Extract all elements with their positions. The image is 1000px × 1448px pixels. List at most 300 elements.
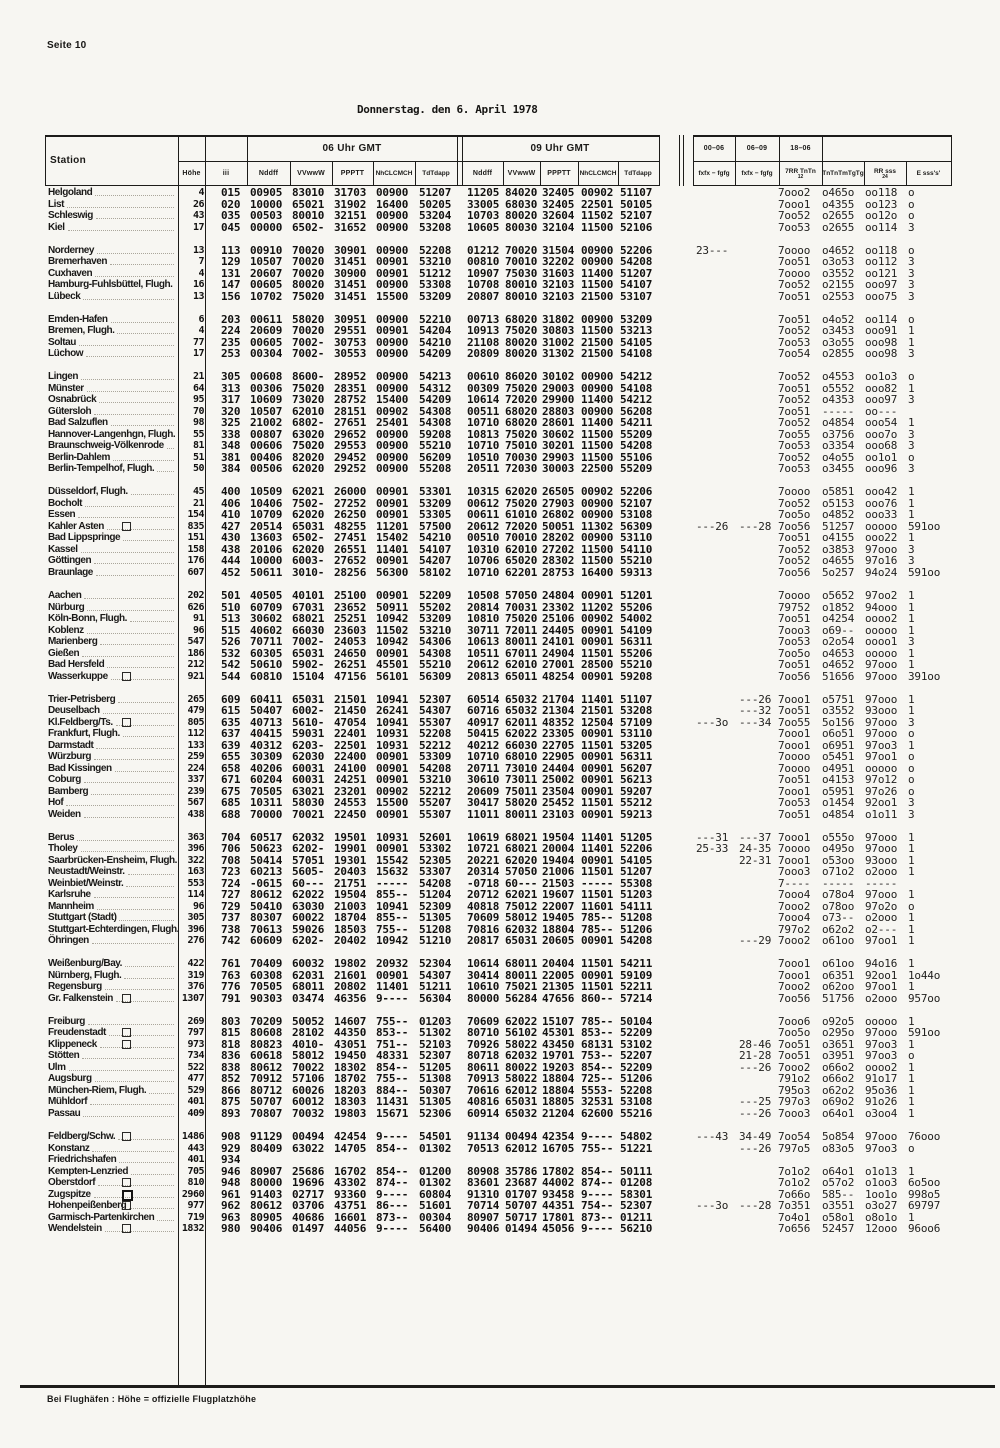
temps-tntntmtgtg: o4653 [822, 646, 855, 660]
group-7rrtntn: 7o351 [778, 1199, 811, 1212]
station-name: Cuxhaven [48, 267, 93, 279]
obs09-vvwww: 62022 [505, 1014, 538, 1028]
obs09-vvwww: 56284 [505, 991, 538, 1005]
station-elevation: 70 [192, 405, 204, 417]
station-elevation: 98 [192, 417, 204, 429]
obs06-vvwww: 62020 [292, 462, 325, 476]
obs09-nddff: 10913 [467, 324, 500, 338]
obs06-nddff: 40602 [250, 623, 283, 637]
obs06-nddff: 40312 [250, 738, 283, 752]
station-number: 934 [221, 1153, 241, 1166]
wind-extreme-0609: ---28 [739, 1199, 772, 1212]
obs09-tdtd: 59313 [620, 565, 653, 579]
obs09-clouds: 21501 [581, 704, 614, 718]
obs09-ppptt: 21006 [542, 865, 575, 879]
obs06-vvwww: 75020 [292, 439, 325, 453]
obs06-tdtd: 52208 [419, 727, 452, 741]
obs09-nddff: 20314 [467, 865, 500, 879]
station-name: Göttingen [48, 555, 92, 567]
temps-tntntmtgtg: o4355 [822, 197, 855, 211]
obs06-nddff: 21002 [250, 416, 283, 430]
station-elevation: 322 [187, 854, 204, 866]
dotted-leader [126, 885, 174, 887]
obs06-tdtd: 55202 [419, 600, 452, 614]
obs09-vvwww: 68011 [505, 957, 538, 971]
station-name: Kiel [48, 221, 65, 233]
header-tdtd-06: TdTdapp [422, 169, 450, 177]
obs06-clouds: 755-- [376, 1072, 409, 1086]
obs06-clouds: 11201 [376, 519, 409, 533]
station-name: Koblenz [48, 624, 84, 636]
temps-tntntmtgtg: 5o156 [822, 715, 855, 729]
obs09-tdtd: 52206 [620, 842, 653, 856]
precip-rr-sss: 94o24 [865, 565, 898, 579]
group-7rrtntn: 7oo51 [778, 807, 811, 821]
obs06-tdtd: 52208 [419, 243, 452, 257]
obs06-tdtd: 54210 [419, 531, 452, 545]
station-row [0, 222, 1000, 234]
obs06-vvwww: 62022 [292, 888, 325, 902]
station-row [0, 1108, 1000, 1120]
obs06-tdtd: 53302 [419, 842, 452, 856]
page-title: Donnerstag. den 6. April 1978 [357, 103, 538, 116]
obs06-vvwww: 57106 [292, 1072, 325, 1086]
station-name: Freudenstadt [48, 1027, 106, 1039]
station-name: Stuttgart-Echterdingen, Flugh. [48, 923, 179, 935]
station-number: 704 [221, 830, 241, 844]
precip-rr-sss: 97oo3 [865, 1037, 898, 1051]
precip-rr-sss: ooooo [865, 1014, 898, 1028]
dotted-leader [84, 816, 174, 818]
obs06-tdtd: 55210 [419, 439, 452, 453]
dotted-leader [92, 942, 174, 944]
group-7rrtntn: 7oo51 [778, 312, 811, 326]
obs06-clouds: 00900 [376, 220, 409, 234]
dotted-leader [111, 424, 174, 426]
obs06-nddff: 40206 [250, 761, 283, 775]
precip-rr-sss: o2--- [865, 922, 898, 936]
obs06-nddff: 50407 [250, 704, 283, 718]
header-station: Station [50, 154, 86, 166]
obs06-ppptt: 29452 [334, 450, 367, 464]
obs09-nddff: 83601 [467, 1176, 500, 1189]
precip-rr-sss: 97ooo [865, 658, 898, 671]
obs09-clouds: 16400 [581, 565, 614, 579]
dotted-leader [83, 1115, 174, 1117]
temps-tntntmtgtg: o6951 [822, 738, 855, 752]
group-7rrtntn: 7o656 [778, 1222, 811, 1235]
temps-tntntmtgtg: ----- [822, 404, 855, 418]
obs09-tdtd: 54802 [620, 1130, 653, 1143]
station-elevation: 13 [192, 290, 204, 302]
state-e-sss: 957oo [908, 991, 941, 1005]
obs09-vvwww: 68010 [505, 750, 538, 764]
dotted-leader [157, 470, 174, 472]
obs09-tdtd: 56311 [620, 635, 653, 648]
wind-extreme-0006: 25-33 [696, 842, 729, 856]
obs06-ppptt: 44350 [334, 1026, 367, 1040]
obs06-tdtd: 52305 [419, 853, 452, 867]
obs06-clouds: 00900 [376, 381, 409, 395]
obs09-clouds: 874-- [581, 1176, 614, 1189]
obs06-ppptt: 30901 [334, 243, 367, 257]
state-e-sss: 1 [908, 865, 915, 879]
obs09-vvwww: 75012 [505, 899, 538, 913]
obs06-tdtd: 55208 [419, 462, 452, 476]
obs09-ppptt: 16705 [542, 1141, 575, 1155]
temps-tntntmtgtg: o4655 [822, 554, 855, 568]
temps-tntntmtgtg: o1852 [822, 600, 855, 614]
state-e-sss: 3 [908, 439, 915, 453]
obs06-tdtd: 53209 [419, 289, 452, 303]
temps-tntntmtgtg: o64o1 [822, 1164, 855, 1178]
obs09-vvwww: 75020 [505, 496, 538, 510]
precip-rr-sss: 97ooo [865, 669, 898, 683]
obs09-nddff: 20221 [467, 853, 500, 867]
obs09-tdtd: 54107 [620, 278, 653, 292]
station-number: 406 [221, 496, 241, 510]
station-number: 637 [221, 727, 241, 741]
state-e-sss: 1 [908, 692, 915, 706]
station-number: 515 [221, 623, 241, 637]
obs09-vvwww: 01707 [505, 1187, 538, 1201]
obs06-tdtd: 55307 [419, 715, 452, 729]
obs09-nddff: 10710 [467, 750, 500, 764]
station-number: 544 [221, 669, 241, 683]
wind-extreme-0609: ---26 [739, 1106, 772, 1120]
obs09-ppptt: 31302 [542, 347, 575, 361]
station-number: 156 [221, 289, 241, 303]
obs09-vvwww: 00494 [505, 1130, 538, 1143]
obs09-vvwww: 70010 [505, 255, 538, 269]
obs06-tdtd: 54208 [419, 876, 452, 890]
dotted-leader [67, 206, 174, 208]
group-7rrtntn: 7oo52 [778, 278, 811, 292]
obs06-clouds: 00900 [376, 450, 409, 464]
station-row [0, 935, 1000, 947]
station-number: 818 [221, 1037, 241, 1051]
obs06-ppptt: 31451 [334, 278, 367, 292]
obs09-clouds: 11502 [581, 209, 614, 222]
station-row [0, 463, 1000, 475]
obs06-clouds: 15542 [376, 853, 409, 867]
obs09-ppptt: 24101 [542, 635, 575, 648]
obs06-ppptt: 30900 [334, 266, 367, 280]
obs06-clouds: 00900 [376, 209, 409, 222]
obs09-nddff: 30417 [467, 796, 500, 810]
station-name: Darmstadt [48, 739, 94, 751]
state-e-sss: 96oo6 [908, 1222, 941, 1235]
state-e-sss: 3 [908, 255, 915, 269]
precip-rr-sss: 91o17 [865, 1072, 898, 1086]
state-e-sss: 69797 [908, 1199, 941, 1212]
obs09-ppptt: 21503 [542, 876, 575, 890]
obs09-nddff: 10614 [467, 393, 500, 407]
group-7rrtntn: 7oo52 [778, 393, 811, 407]
station-number: 737 [221, 911, 241, 925]
obs09-clouds: 11501 [581, 957, 614, 971]
obs09-ppptt: 18804 [542, 1083, 575, 1097]
obs09-tdtd: 52206 [620, 243, 653, 257]
station-elevation: 112 [187, 728, 204, 740]
station-name: Berlin-Dahlem [48, 451, 110, 463]
obs09-vvwww: 80020 [505, 347, 538, 361]
header-group-09utc: 09 Uhr GMT [530, 142, 590, 154]
obs06-ppptt: 29652 [334, 427, 367, 441]
precip-rr-sss: 97oo1 [865, 750, 898, 764]
dotted-leader [118, 701, 174, 703]
obs09-tdtd: 54110 [620, 542, 653, 556]
obs09-ppptt: 26802 [542, 508, 575, 522]
obs09-nddff: 10511 [467, 646, 500, 660]
dotted-leader [167, 447, 174, 449]
station-number: 438 [221, 542, 241, 556]
precip-rr-sss: 97ooo [865, 1026, 898, 1040]
station-elevation: 186 [187, 647, 204, 659]
dotted-leader [109, 1034, 174, 1036]
obs06-clouds: 56101 [376, 669, 409, 683]
group-7rrtntn: 797o5 [778, 1141, 811, 1155]
state-e-sss: o [908, 761, 915, 775]
obs09-ppptt: 32103 [542, 278, 575, 292]
obs06-nddff: 60305 [250, 646, 283, 660]
obs09-tdtd: 54208 [620, 255, 653, 269]
obs09-clouds: 21500 [581, 335, 614, 349]
obs06-nddff: 80612 [250, 1199, 283, 1212]
obs06-clouds: 00900 [376, 439, 409, 453]
station-elevation: 212 [187, 659, 204, 670]
station-number: 384 [221, 462, 241, 476]
dotted-leader [131, 493, 174, 495]
obs09-vvwww: 70010 [505, 531, 538, 545]
station-elevation: 797 [187, 1027, 204, 1039]
obs09-ppptt: 24804 [542, 589, 575, 602]
obs09-tdtd: 52107 [620, 496, 653, 510]
obs06-ppptt: 18704 [334, 911, 367, 925]
obs09-ppptt: 28202 [542, 531, 575, 545]
obs09-vvwww: 66030 [505, 738, 538, 752]
station-elevation: 719 [187, 1211, 204, 1223]
precip-rr-sss: 97oo3 [865, 1141, 898, 1155]
obs09-vvwww: 68021 [505, 830, 538, 844]
obs09-clouds: 860-- [581, 991, 614, 1005]
obs06-vvwww: 65031 [292, 692, 325, 706]
state-e-sss: 1 [908, 704, 915, 718]
obs06-nddff: 30309 [250, 750, 283, 764]
obs06-vvwww: 60031 [292, 773, 325, 787]
obs09-vvwww: 70030 [505, 450, 538, 464]
wind-extreme-0609: 22-31 [739, 853, 772, 867]
dotted-leader [105, 1230, 174, 1232]
obs09-ppptt: 17801 [542, 1210, 575, 1224]
station-name: Bamberg [48, 785, 89, 797]
group-7rrtntn: 7oo55 [778, 715, 811, 729]
state-e-sss: 1 [908, 623, 915, 637]
state-e-sss: 3 [908, 715, 915, 729]
station-name: Schleswig [48, 210, 93, 221]
precip-rr-sss: 97ooo [865, 692, 898, 706]
station-name: Klippeneck [48, 1038, 97, 1050]
station-elevation: 401 [187, 1154, 204, 1165]
obs09-ppptt: 19701 [542, 1049, 575, 1063]
obs06-ppptt: 27252 [334, 496, 367, 510]
obs06-ppptt: 43751 [334, 1199, 367, 1212]
precip-rr-sss: o2ooo [865, 911, 898, 925]
obs06-vvwww: 8600- [292, 370, 325, 384]
station-number: 929 [221, 1141, 241, 1155]
temps-tntntmtgtg: o4854 [822, 807, 855, 821]
obs09-ppptt: 48352 [542, 715, 575, 729]
obs09-vvwww: 75030 [505, 266, 538, 280]
obs06-tdtd: 53309 [419, 750, 452, 764]
temps-tntntmtgtg: 52457 [822, 1222, 855, 1235]
obs09-tdtd: 53209 [620, 312, 653, 326]
station-number: 706 [221, 842, 241, 856]
state-e-sss: 6o5oo [908, 1176, 941, 1189]
obs06-ppptt: 26250 [334, 508, 367, 522]
group-7rrtntn: 7ooo3 [778, 623, 811, 637]
obs09-vvwww: 68021 [505, 842, 538, 856]
obs09-clouds: 11501 [581, 980, 614, 994]
station-elevation: 114 [187, 889, 204, 901]
station-elevation: 396 [187, 923, 204, 935]
obs09-nddff: 70609 [467, 911, 500, 925]
obs09-nddff: 10310 [467, 542, 500, 556]
obs06-nddff: 00807 [250, 427, 283, 441]
obs06-clouds: 15400 [376, 393, 409, 407]
dotted-leader [110, 263, 174, 265]
obs09-clouds: 755-- [581, 1141, 614, 1155]
obs06-vvwww: 62020 [292, 542, 325, 556]
station-elevation: 43 [192, 210, 204, 221]
station-row [0, 993, 1000, 1005]
station-row [0, 348, 1000, 360]
obs06-ppptt: 28952 [334, 370, 367, 384]
obs09-ppptt: 32405 [542, 197, 575, 211]
obs06-clouds: 10942 [376, 934, 409, 948]
station-number: 510 [221, 600, 241, 614]
group-7rrtntn: 7oo51 [778, 1049, 811, 1063]
station-elevation: 810 [187, 1177, 204, 1188]
temps-tntntmtgtg: 51756 [822, 991, 855, 1005]
obs09-nddff: 30414 [467, 968, 500, 982]
group-7rrtntn: 7oo5o [778, 1026, 811, 1040]
obs06-nddff: 70505 [250, 980, 283, 994]
obs06-nddff: 50707 [250, 1095, 283, 1109]
obs06-tdtd: 51212 [419, 266, 452, 280]
header-clouds-09: NhCLCMCH [579, 169, 617, 177]
obs06-tdtd: 51305 [419, 1095, 452, 1109]
temps-tntntmtgtg: o3756 [822, 427, 855, 441]
precip-rr-sss: oo118 [865, 243, 898, 257]
obs09-tdtd: 56311 [620, 750, 653, 764]
station-number: 400 [221, 485, 241, 499]
dotted-leader [87, 390, 174, 392]
station-name: Neustadt/Weinstr. [48, 866, 125, 878]
station-name: Coburg [48, 774, 81, 786]
obs06-clouds: 854-- [376, 1164, 409, 1178]
temps-tntntmtgtg: o69o2 [822, 1095, 855, 1109]
obs06-nddff: 50610 [250, 658, 283, 671]
group-7rrtntn: 7o4o1 [778, 1210, 811, 1224]
obs09-clouds: 9---- [581, 1222, 614, 1235]
obs06-clouds: 751-- [376, 1037, 409, 1051]
obs09-tdtd: 52107 [620, 209, 653, 222]
station-name: Lüchow [48, 348, 84, 360]
obs06-vvwww: 5605- [292, 865, 325, 879]
obs06-vvwww: 67031 [292, 600, 325, 614]
obs06-nddff: 80907 [250, 1164, 283, 1178]
obs09-clouds: 68131 [581, 1037, 614, 1051]
obs06-nddff: 60609 [250, 934, 283, 948]
dotted-leader [82, 655, 174, 657]
station-elevation: 973 [187, 1038, 204, 1050]
precip-rr-sss: 97ooo [865, 1130, 898, 1143]
obs06-vvwww: 03474 [292, 991, 325, 1005]
obs09-nddff: 20712 [467, 888, 500, 902]
obs06-ppptt: 42454 [334, 1130, 367, 1143]
obs06-nddff: 60213 [250, 865, 283, 879]
obs09-nddff: 91134 [467, 1130, 500, 1143]
dotted-leader [88, 1023, 174, 1025]
state-e-sss: 591oo [908, 1026, 941, 1040]
precip-rr-sss: ooo42 [865, 485, 898, 499]
station-elevation: 4 [198, 325, 204, 337]
station-name: Lingen [48, 371, 79, 383]
obs06-vvwww: 70020 [292, 243, 325, 257]
station-name: Bad Kissingen [48, 762, 112, 774]
obs06-clouds: 00900 [376, 312, 409, 326]
obs09-tdtd: 59109 [620, 968, 653, 982]
obs09-vvwww: 62012 [505, 1083, 538, 1097]
obs09-clouds: 32531 [581, 1095, 614, 1109]
obs09-clouds: 11500 [581, 220, 614, 234]
obs09-clouds: 00902 [581, 612, 614, 625]
obs09-ppptt: 30201 [542, 439, 575, 453]
obs09-vvwww: 65032 [505, 704, 538, 718]
obs09-ppptt: 30602 [542, 427, 575, 441]
station-name: Weißenburg/Bay. [48, 958, 123, 970]
obs06-clouds: 10941 [376, 692, 409, 706]
obs09-ppptt: 19405 [542, 911, 575, 925]
obs06-ppptt: 30753 [334, 335, 367, 349]
obs06-nddff: 00606 [250, 439, 283, 453]
obs06-tdtd: 00304 [419, 1210, 452, 1224]
group-7rrtntn: 795o3 [778, 1083, 811, 1097]
temps-tntntmtgtg: o62o2 [822, 1083, 855, 1097]
obs06-clouds: 00901 [376, 554, 409, 568]
precip-rr-sss: 94ooo [865, 600, 898, 614]
precip-rr-sss: oo123 [865, 197, 898, 211]
obs06-nddff: 80612 [250, 1060, 283, 1074]
station-number: 658 [221, 761, 241, 775]
group-7rrtntn: 7oooo [778, 485, 811, 499]
station-number: 961 [221, 1187, 241, 1201]
header-fxfx-0006: fxfx − fgfg [698, 169, 730, 177]
dotted-leader [113, 459, 174, 461]
station-number: 035 [221, 209, 241, 222]
group-7rrtntn: 7ooo1 [778, 738, 811, 752]
obs09-nddff: 10907 [467, 266, 500, 280]
station-elevation: 176 [187, 555, 204, 567]
obs06-ppptt: 26551 [334, 542, 367, 556]
station-name: Bad Lippspringe [48, 532, 121, 544]
precip-rr-sss: 93ooo [865, 704, 898, 718]
group-7rrtntn: 7oooo [778, 761, 811, 775]
mountain-station-marker-icon [122, 1028, 131, 1037]
state-e-sss: 3 [908, 807, 915, 821]
group-7rrtntn: 7oo51 [778, 531, 811, 545]
